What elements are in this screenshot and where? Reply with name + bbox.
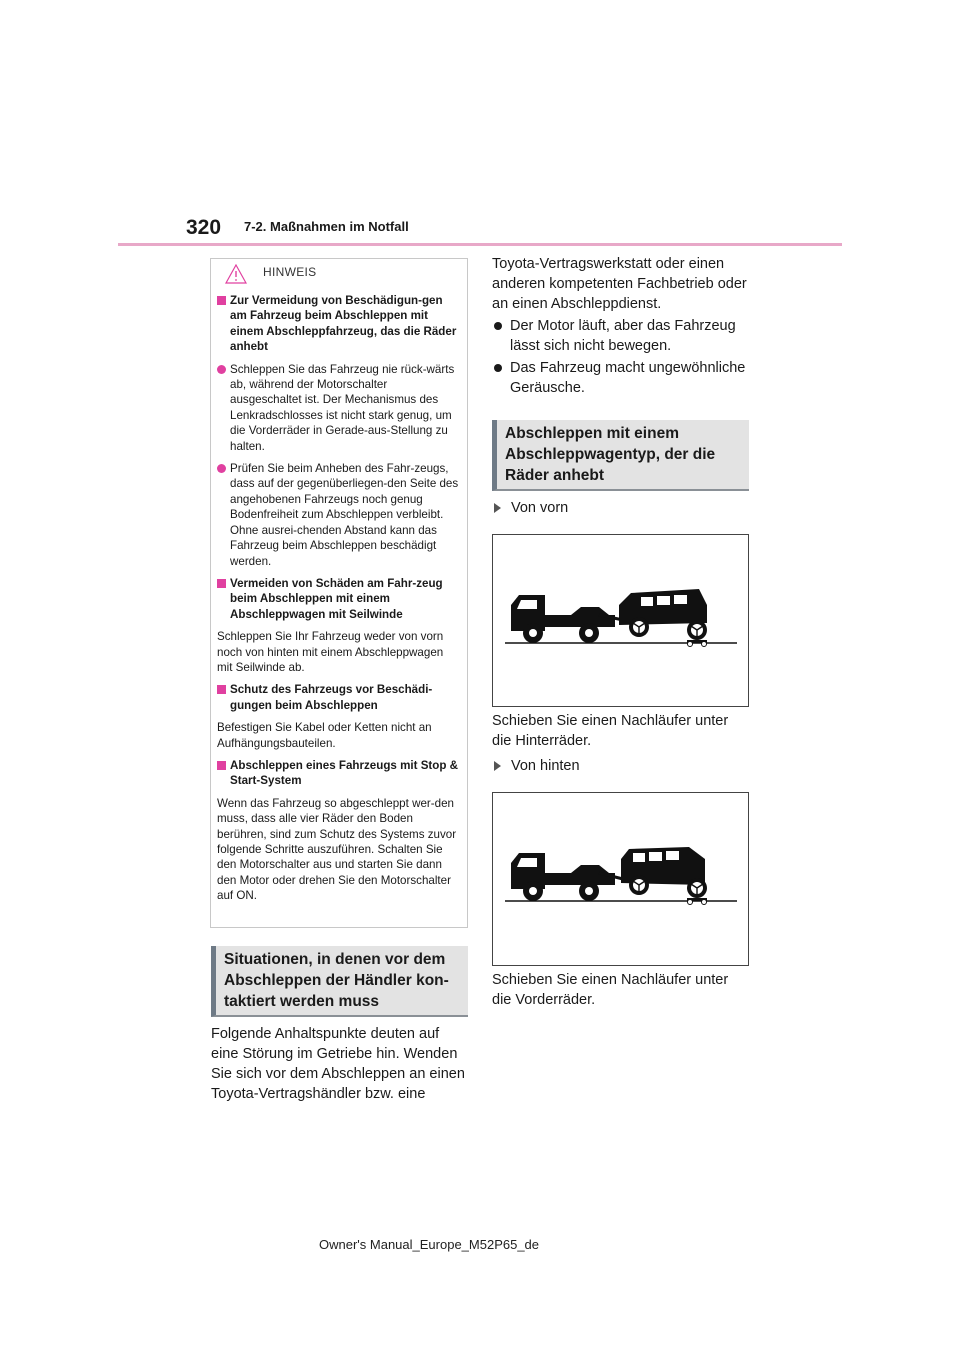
front-label <box>492 498 568 518</box>
warning-icon <box>225 264 247 284</box>
notice-heading-text: Schutz des Fahrzeugs vor Beschädi-gungen beim Abschleppen <box>230 683 433 712</box>
notice-heading <box>217 576 459 622</box>
notice-bullet <box>217 362 459 454</box>
header-rule <box>118 243 842 246</box>
left-paragraph: Folgende Anhaltspunkte deuten auf eine Störung im Getriebe hin. Wenden Sie sich vor dem Abschleppen an einen Toyota-Vertragshändler bzw. eine <box>211 1026 465 1102</box>
notice-bullet-text: Prüfen Sie beim Anheben des Fahr-zeugs, dass auf der gegenüberliegen-den Seite des angehobenen Fahrzeugs noch genug Bodenfreiheit zum Abschleppen verbleibt. Ohne ausrei-chenden Abstand kann das Fahrzeug beim Abschleppen beschädigt werden. <box>230 462 459 568</box>
notice-heading <box>217 758 459 789</box>
notice-text: Schleppen Sie Ihr Fahrzeug weder von vorn noch von hinten mit einem Abschleppwagen mit Seilwinde ab. <box>217 630 444 674</box>
notice-body <box>217 293 459 911</box>
section-title: 7-2. Maßnahmen im Notfall <box>244 219 409 234</box>
notice-bullet-text: Schleppen Sie das Fahrzeug nie rück-wärts ab, während der Motorschalter ausgeschaltet ist. Der Mechanismus des Lenkradschlosses ist nicht stark genug, um die Vorderräder in Gerade-aus-Stellung zu halten. <box>230 362 455 453</box>
arrow-icon <box>494 761 501 771</box>
tow-truck-front-illustration <box>493 535 748 706</box>
page-number: 320 <box>186 216 222 239</box>
notice-text: Befestigen Sie Kabel oder Ketten nicht an Aufhängungsbauteilen. <box>217 721 432 750</box>
notice-heading-text: Vermeiden von Schäden am Fahr-zeug beim Abschleppen mit einem Abschleppwagen mit Seilwinde <box>230 576 443 621</box>
rear-label <box>492 756 580 776</box>
bullet-item: Das Fahrzeug macht ungewöhnliche Geräusche. <box>492 358 748 398</box>
bullet-item: Der Motor läuft, aber das Fahrzeug lässt sich nicht bewegen. <box>492 316 748 356</box>
notice-text: Wenn das Fahrzeug so abgeschleppt wer-den muss, dass alle vier Räder den Boden berühren, sind zum Schutz des Systems zuvor folgende Schritte auszuführen. Schalten Sie den Motorschalter aus und starten Sie dann den Motor oder drehen Sie den Motorschalter auf ON. <box>217 796 457 903</box>
tow-truck-rear-illustration <box>493 793 748 965</box>
front-caption: Schieben Sie einen Nachläufer unter die Hinterräder. <box>492 713 729 749</box>
right-paragraph: Toyota-Vertragswerkstatt oder einen anderen kompetenten Fachbetrieb oder an einen Abschleppdienst. <box>492 256 747 312</box>
footer-text: Owner's Manual_Europe_M52P65_de <box>319 1237 540 1252</box>
notice-title: HINWEIS <box>263 265 317 279</box>
arrow-icon <box>494 503 501 513</box>
notice-bullet <box>217 461 459 569</box>
notice-heading <box>217 293 459 355</box>
rear-label-text: Von hinten <box>511 758 580 774</box>
notice-header <box>211 259 467 287</box>
towing-front-figure <box>492 534 749 707</box>
front-label-text: Von vorn <box>511 500 569 516</box>
notice-heading-text: Abschleppen eines Fahrzeugs mit Stop & Start-System <box>230 758 459 788</box>
rear-caption: Schieben Sie einen Nachläufer unter die Vorderräder. <box>492 972 729 1008</box>
towing-rear-figure <box>492 792 749 966</box>
notice-heading-text: Zur Vermeidung von Beschädigun-gen am Fahrzeug beim Abschleppen mit einem Abschleppfahrzeug, das die Räder anhebt <box>230 294 457 354</box>
notice-heading <box>217 682 459 713</box>
section-heading-towing: Abschleppen mit einem Abschleppwagentyp, der die Räder anhebt <box>492 420 749 491</box>
notice-box <box>210 258 468 928</box>
section-heading-dealer: Situationen, in denen vor dem Abschleppen der Händler kon-taktiert werden muss <box>211 946 468 1017</box>
